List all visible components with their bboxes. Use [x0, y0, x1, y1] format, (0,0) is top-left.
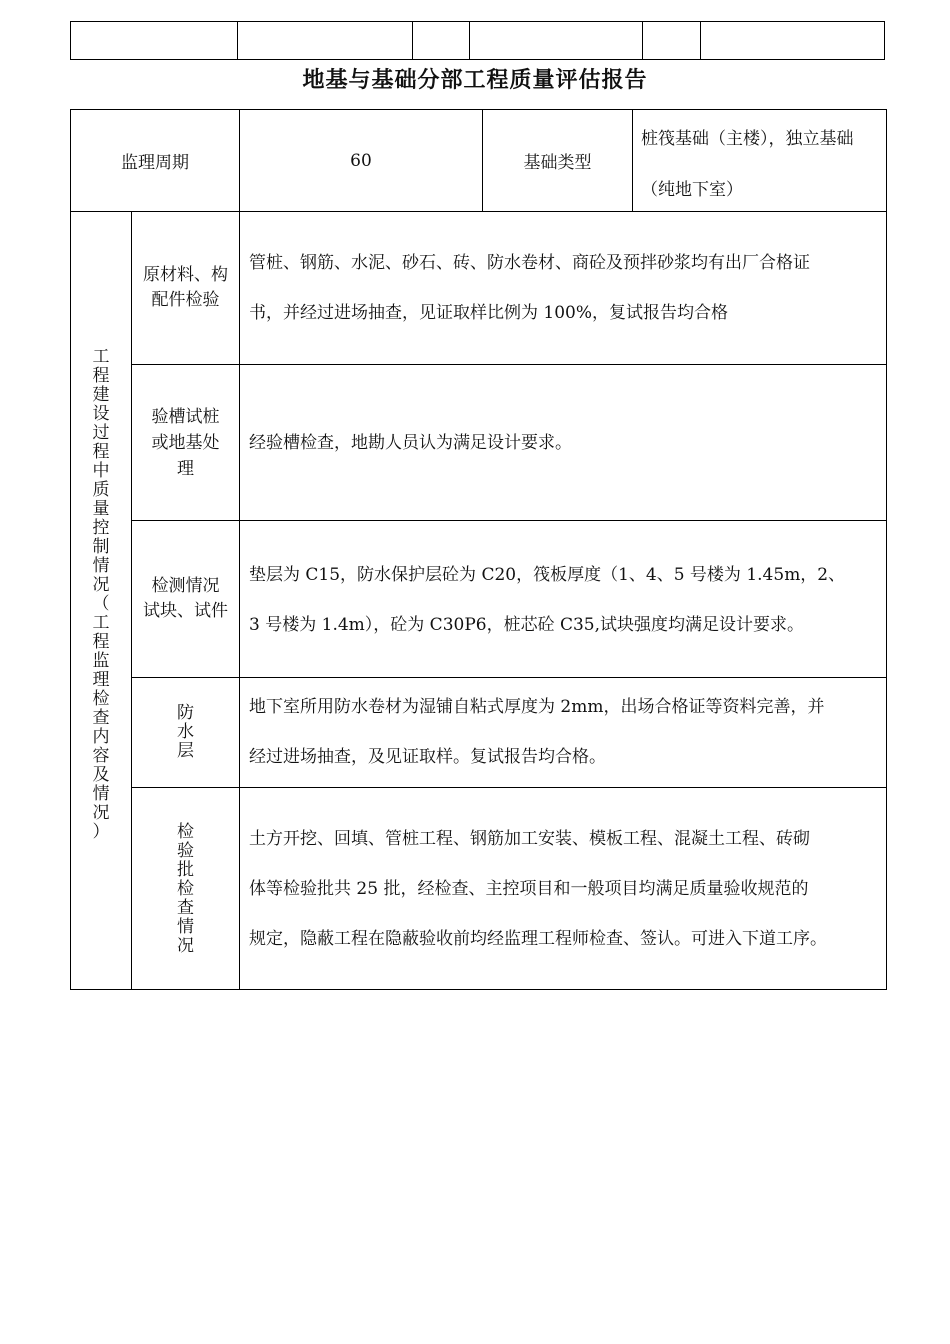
- vertical-char: 情: [92, 556, 110, 576]
- blank-cell: [71, 22, 238, 59]
- vertical-char: 检: [177, 821, 194, 842]
- vertical-char: 制: [92, 537, 110, 557]
- vertical-char: 验: [177, 840, 194, 861]
- content-line: 3 号楼为 1.4m），砼为 C30P6，桩芯砼 C35,试块强度均满足设计要求。: [249, 615, 805, 635]
- header-blank-table: [70, 21, 885, 60]
- section-content-testing: [249, 550, 879, 650]
- vertical-char: 理: [92, 670, 110, 690]
- report-table: [70, 109, 887, 990]
- section-label-line: 试块、试件: [143, 601, 228, 621]
- vertical-char: 内: [92, 727, 110, 747]
- vertical-char: 防: [177, 703, 194, 723]
- vertical-char: 工: [92, 347, 110, 367]
- vertical-char: 查: [92, 708, 110, 728]
- section-label-waterproof: [132, 678, 239, 787]
- section-content-trench: [249, 418, 879, 468]
- vertical-char: 水: [177, 722, 194, 742]
- vertical-char: 设: [92, 404, 110, 424]
- foundation-type-value: [633, 110, 887, 211]
- sidebar-vertical-text: [71, 348, 131, 842]
- vertical-char: 情: [92, 784, 110, 804]
- content-line: 经过进场抽查，及见证取样。复试报告均合格。: [249, 747, 606, 767]
- vertical-char: 程: [92, 366, 110, 386]
- section-vertical-label: [177, 704, 194, 761]
- vertical-char: 情: [177, 916, 194, 937]
- vertical-char: 过: [92, 423, 110, 443]
- section-label-line: 理: [177, 458, 194, 479]
- section-label-line: 检测情况: [151, 576, 220, 596]
- section-content-inspection-batch: [249, 814, 879, 964]
- foundation-type-label: 基础类型: [523, 153, 592, 173]
- quality-control-sidebar-label: [71, 348, 131, 842]
- vertical-char: 层: [177, 741, 194, 761]
- content-line: 体等检验批共 25 批，经检查、主控项目和一般项目均满足质量验收规范的: [249, 879, 809, 899]
- content-line: 规定，隐蔽工程在隐蔽验收前均经监理工程师检查、签认。可进入下道工序。: [249, 929, 827, 949]
- content-line: 书，并经过进场抽查，见证取样比例为 100%，复试报告均合格: [249, 303, 729, 323]
- content-line: 经验槽检查，地勘人员认为满足设计要求。: [249, 433, 572, 453]
- section-label-testing: [132, 521, 239, 677]
- section-label-line: 原材料、构: [143, 265, 228, 285]
- report-title: 地基与基础分部工程质量评估报告: [302, 67, 648, 93]
- section-label-line: 或地基处: [151, 432, 220, 453]
- section-label-line: 验槽试桩: [151, 406, 220, 427]
- section-label-line: 配件检验: [151, 290, 220, 310]
- vertical-char: 查: [177, 897, 194, 918]
- vertical-char: 程: [92, 442, 110, 462]
- section-content-waterproof: [249, 682, 879, 782]
- vertical-char: 容: [92, 746, 110, 766]
- vertical-char: 工: [92, 613, 110, 633]
- content-line: 垫层为 C15，防水保护层砼为 C20，筏板厚度（1、4、5 号楼为 1.45m，2、: [249, 565, 846, 585]
- foundation-type-line: （纯地下室）: [641, 180, 743, 200]
- foundation-type-line: 桩筏基础（主楼），独立基础: [641, 129, 854, 149]
- vertical-char: 检: [177, 878, 194, 899]
- blank-cell: [238, 22, 413, 59]
- vertical-char: （: [92, 594, 110, 614]
- section-content-materials: [249, 238, 879, 338]
- vertical-char: 检: [92, 689, 110, 709]
- content-line: 地下室所用防水卷材为湿铺自粘式厚度为 2mm，出场合格证等资料完善，并: [249, 697, 825, 717]
- vertical-char: 建: [92, 385, 110, 405]
- vertical-char: ）: [92, 822, 110, 842]
- blank-cell: [701, 22, 884, 59]
- period-label: 监理周期: [121, 153, 189, 173]
- section-label-materials: [132, 212, 239, 364]
- vertical-char: 质: [92, 480, 110, 500]
- section-label-inspection-batch: [132, 788, 239, 990]
- vertical-char: 况: [92, 803, 110, 823]
- vertical-char: 批: [177, 859, 194, 880]
- vertical-char: 程: [92, 632, 110, 652]
- vertical-char: 及: [92, 765, 110, 785]
- content-line: 管桩、钢筋、水泥、砂石、砖、防水卷材、商砼及预拌砂浆均有出厂合格证: [249, 253, 810, 273]
- blank-cell: [643, 22, 701, 59]
- blank-cell: [413, 22, 470, 59]
- header-row: [71, 110, 886, 212]
- vertical-char: 监: [92, 651, 110, 671]
- vertical-char: 中: [92, 461, 110, 481]
- blank-cell: [470, 22, 643, 59]
- vertical-char: 况: [177, 935, 194, 956]
- period-value: 60: [350, 150, 372, 171]
- section-label-trench: [132, 365, 239, 520]
- vertical-char: 况: [92, 575, 110, 595]
- vertical-char: 量: [92, 499, 110, 519]
- section-vertical-label: [177, 823, 194, 956]
- content-line: 土方开挖、回填、管桩工程、钢筋加工安装、模板工程、混凝土工程、砖砌: [249, 829, 810, 849]
- vertical-char: 控: [92, 518, 110, 538]
